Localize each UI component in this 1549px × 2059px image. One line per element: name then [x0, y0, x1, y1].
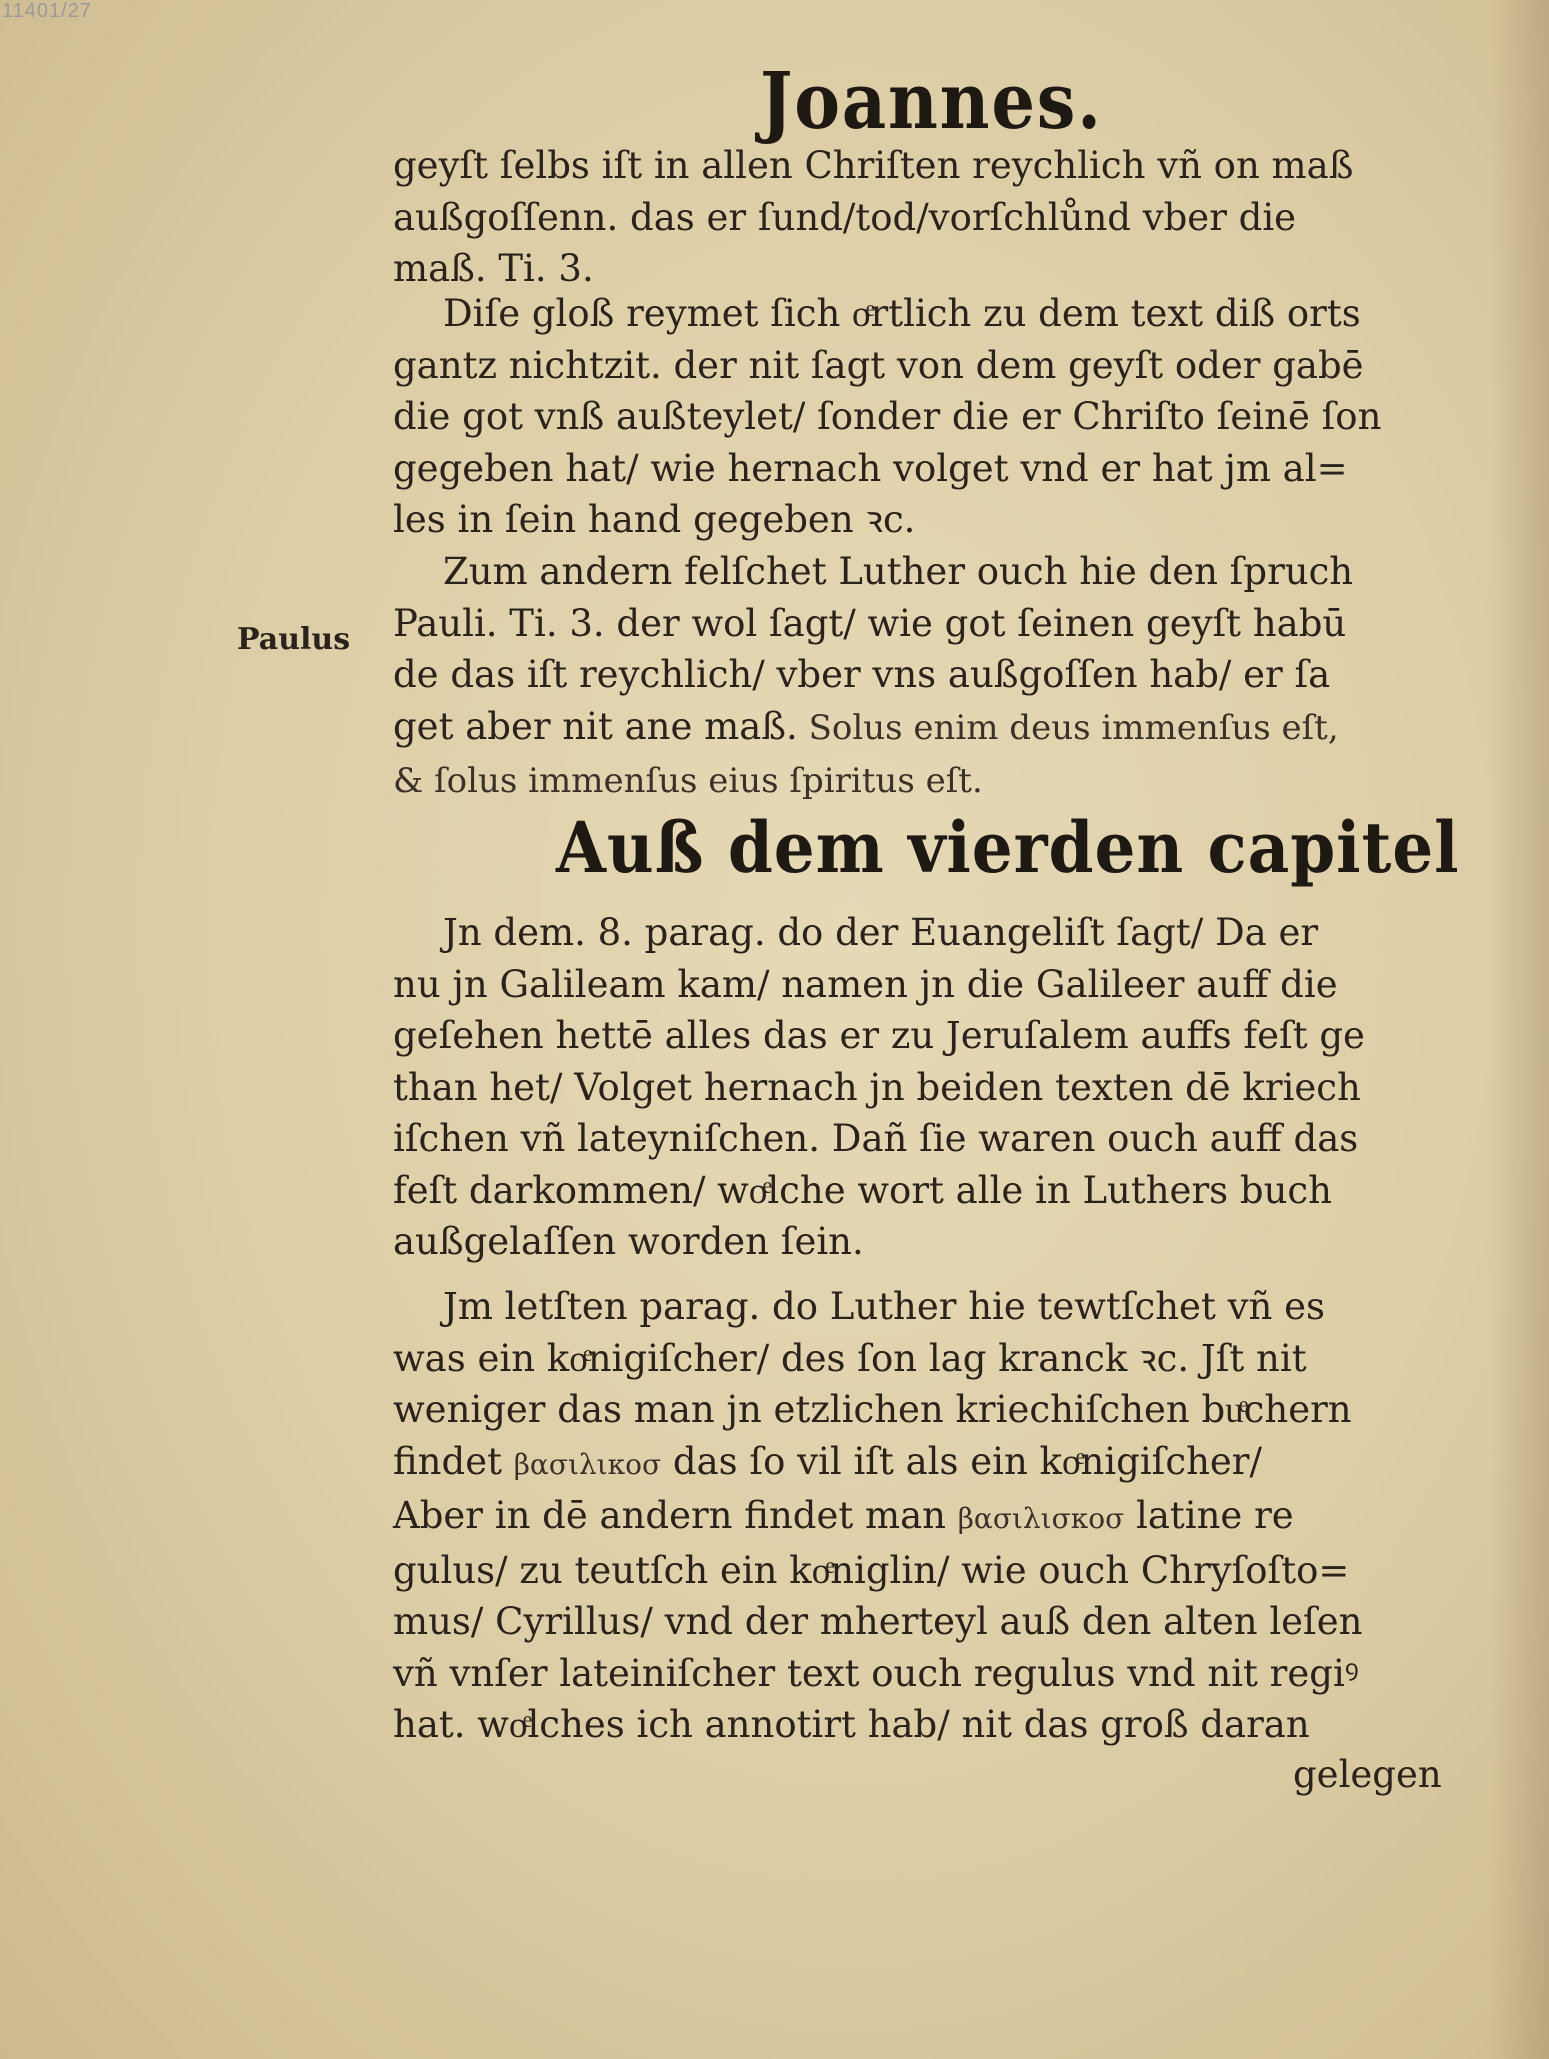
paragraph-3 — [393, 546, 1468, 808]
greek-word-basilikos: βασιλικοσ — [513, 1447, 662, 1481]
paragraph-4 — [393, 907, 1468, 1268]
paragraph-5-part-c: latine re gulus/ zu teutſch ein koͤniglin/ wie ouch Chryſoſto= mus/ Cyrillus/ vnd der mherteyl auß den alten leſen vñ vnſer lateiniſcher text ouch regulus vnd nit regiꝰ hat. woͤlches ich annotirt hab/ nit das groß daran — [393, 1494, 1363, 1746]
paragraph-3-text — [393, 546, 1468, 808]
paragraph-1-text: geyſt ſelbs iſt in allen Chriſten reychlich vñ on maß außgoſſenn. das er ſund/tod/vorſchlůnd vber die maß. Ti. 3. — [393, 144, 1354, 290]
paragraph-3-latin-2: & ſolus immenſus eius ſpiritus eſt. — [393, 761, 983, 801]
chapter-heading: Auß dem vierden capitel — [556, 806, 1460, 889]
paragraph-5-text — [393, 1281, 1468, 1751]
paragraph-2 — [393, 288, 1468, 546]
running-head: Joannes. — [760, 56, 1103, 147]
paragraph-5-part-a: Jm letſten parag. do Luther hie tewtſchet vñ es was ein koͤnigiſcher/ des ſon lag kranck ꝛc. Jſt nit weniger das man jn etzlichen kriechiſchen buͤchern findet — [393, 1285, 1352, 1483]
paragraph-2-text: Diſe gloß reymet ſich oͤrtlich zu dem text diß orts gantz nichtzit. der nit ſagt von dem geyſt oder gabē die got vnß außteylet/ ſonder die er Chriſto ſeinē ſon gegeben hat/ wie hernach volget vnd er hat jm al= les in ſein hand gegeben ꝛc. — [393, 292, 1382, 541]
greek-word-basiliskos: βασιλισκοσ — [957, 1502, 1125, 1535]
margin-note: Paulus — [237, 622, 351, 657]
paragraph-4-text: Jn dem. 8. parag. do der Euangeliſt ſagt/ Da er nu jn Galileam kam/ namen jn die Galileer auff die geſehen hettē alles das er zu Jeruſalem auffs feſt ge than het/ Volget hernach jn beiden texten dē kriech iſchen vñ lateyniſchen. Dañ ſie waren ouch auff das feſt darkommen/ woͤlche wort alle in Luthers buch außgelaſſen worden ſein. — [393, 911, 1365, 1263]
catchword: gelegen — [1293, 1753, 1442, 1796]
paragraph-3-latin-1: Solus enim deus immenſus eſt, — [797, 707, 1339, 748]
paragraph-3-german: Zum andern felſchet Luther ouch hie den ſpruch Pauli. Ti. 3. der wol ſagt/ wie got ſeinen geyſt habū de das iſt reychlich/ vber vns außgoſſen hab/ er ſa get aber nit ane maß. — [393, 550, 1354, 748]
paragraph-5-part-b: das ſo vil iſt als ein koͤnigiſcher/ Aber in dē andern findet man — [393, 1439, 1262, 1537]
shelf-mark: 11401/27 — [2, 0, 92, 22]
paragraph-1 — [393, 140, 1468, 295]
paragraph-5 — [393, 1281, 1468, 1751]
